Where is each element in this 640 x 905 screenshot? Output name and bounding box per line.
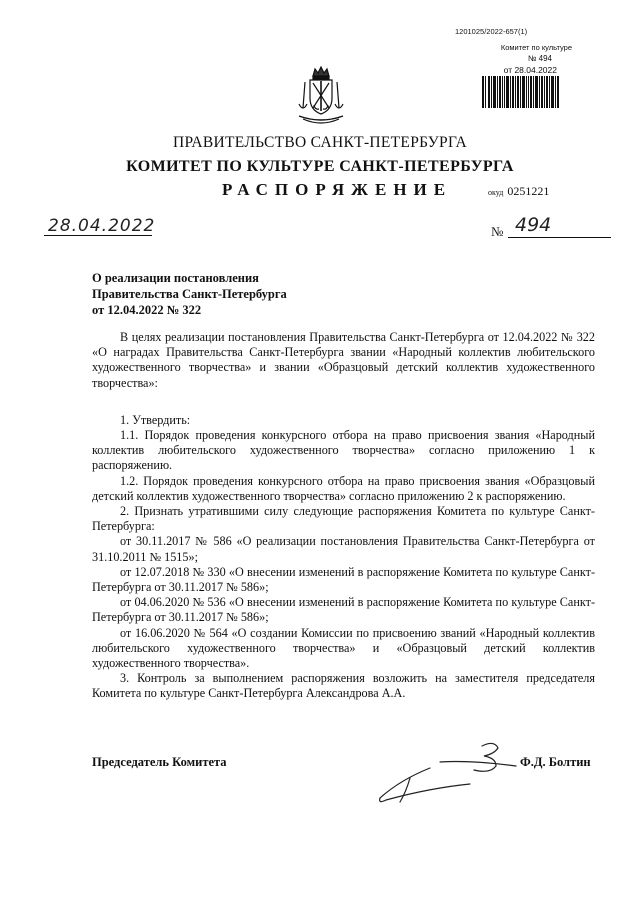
- number-prefix: №: [491, 224, 504, 239]
- stamp-committee: Комитет по культуре: [500, 43, 572, 52]
- okud-code: [488, 184, 549, 199]
- subject-line: от 12.04.2022 № 322: [92, 303, 202, 317]
- preamble: В целях реализации постановления Правительства Санкт-Петербурга от 12.04.2022 № 322 «О наградах Правительства Санкт-Петербурга звании «Народный коллектив любительского художественного творчества» и звании «Образцовый детский коллектив художественного творчества»:: [92, 330, 595, 390]
- signatory-position: Председатель Комитета: [92, 755, 227, 769]
- stamp-number: № 494: [527, 54, 552, 63]
- item-1-2: 1.2. Порядок проведения конкурсного отбора на право присвоения звания «Образцовый детский коллектив художественного творчества» согласно приложению 2 к распоряжению.: [92, 473, 595, 503]
- item-2-c: от 04.06.2020 № 536 «О внесении изменений в распоряжение Комитета по культуре Санкт-Петербурга от 30.11.2017 № 586»;: [92, 595, 595, 625]
- okud-value: 0251221: [507, 184, 550, 198]
- item-2-a: от 30.11.2017 № 586 «О реализации постановления Правительства Санкт-Петербурга от 31.10.2011 № 1515»;: [92, 534, 595, 564]
- coat-of-arms-icon: [293, 66, 349, 128]
- document-type: РАСПОРЯЖЕНИЕ: [222, 180, 453, 199]
- committee-title: КОМИТЕТ ПО КУЛЬТУРЕ САНКТ-ПЕТЕРБУРГА: [126, 158, 514, 175]
- handwritten-date: 28.04.2022: [48, 216, 156, 236]
- signatory-name: Ф.Д. Болтин: [520, 755, 591, 769]
- handwritten-number: 494: [515, 214, 552, 236]
- handwritten-signature: [370, 738, 520, 810]
- item-2: 2. Признать утратившими силу следующие распоряжения Комитета по культуре Санкт-Петербурга:: [92, 504, 595, 534]
- date-underline: [44, 235, 152, 236]
- government-title: ПРАВИТЕЛЬСТВО САНКТ-ПЕТЕРБУРГА: [172, 134, 468, 151]
- subject-line: О реализации постановления: [92, 271, 259, 285]
- number-underline: [508, 237, 611, 238]
- item-2-b: от 12.07.2018 № 330 «О внесении изменений в распоряжение Комитета по культуре Санкт-Петербурга от 30.11.2017 № 586»;: [92, 564, 595, 595]
- document-code: 1201025/2022-657(1): [455, 27, 528, 36]
- subject-line: Правительства Санкт-Петербурга: [92, 287, 287, 301]
- item-3: 3. Контроль за выполнением распоряжения возложить на заместителя председателя Комитета по культуре Санкт-Петербурга Александрова А.А.: [92, 671, 595, 701]
- item-2-d: от 16.06.2020 № 564 «О создании Комиссии по присвоению званий «Народный коллектив любительского художественного творчества» и «Образцовый детский коллектив художественного творчества».: [92, 625, 595, 671]
- item-1-1: 1.1. Порядок проведения конкурсного отбора на право присвоения звания «Народный коллектив любительского художественного творчества» согласно приложению 1 к распоряжению.: [92, 428, 595, 473]
- stamp-date: от 28.04.2022: [503, 65, 557, 75]
- subject-block: [92, 270, 287, 318]
- document-body: [92, 330, 595, 702]
- barcode: [482, 76, 560, 108]
- item-1: 1. Утвердить:: [120, 412, 191, 427]
- okud-label: окуд: [488, 188, 504, 197]
